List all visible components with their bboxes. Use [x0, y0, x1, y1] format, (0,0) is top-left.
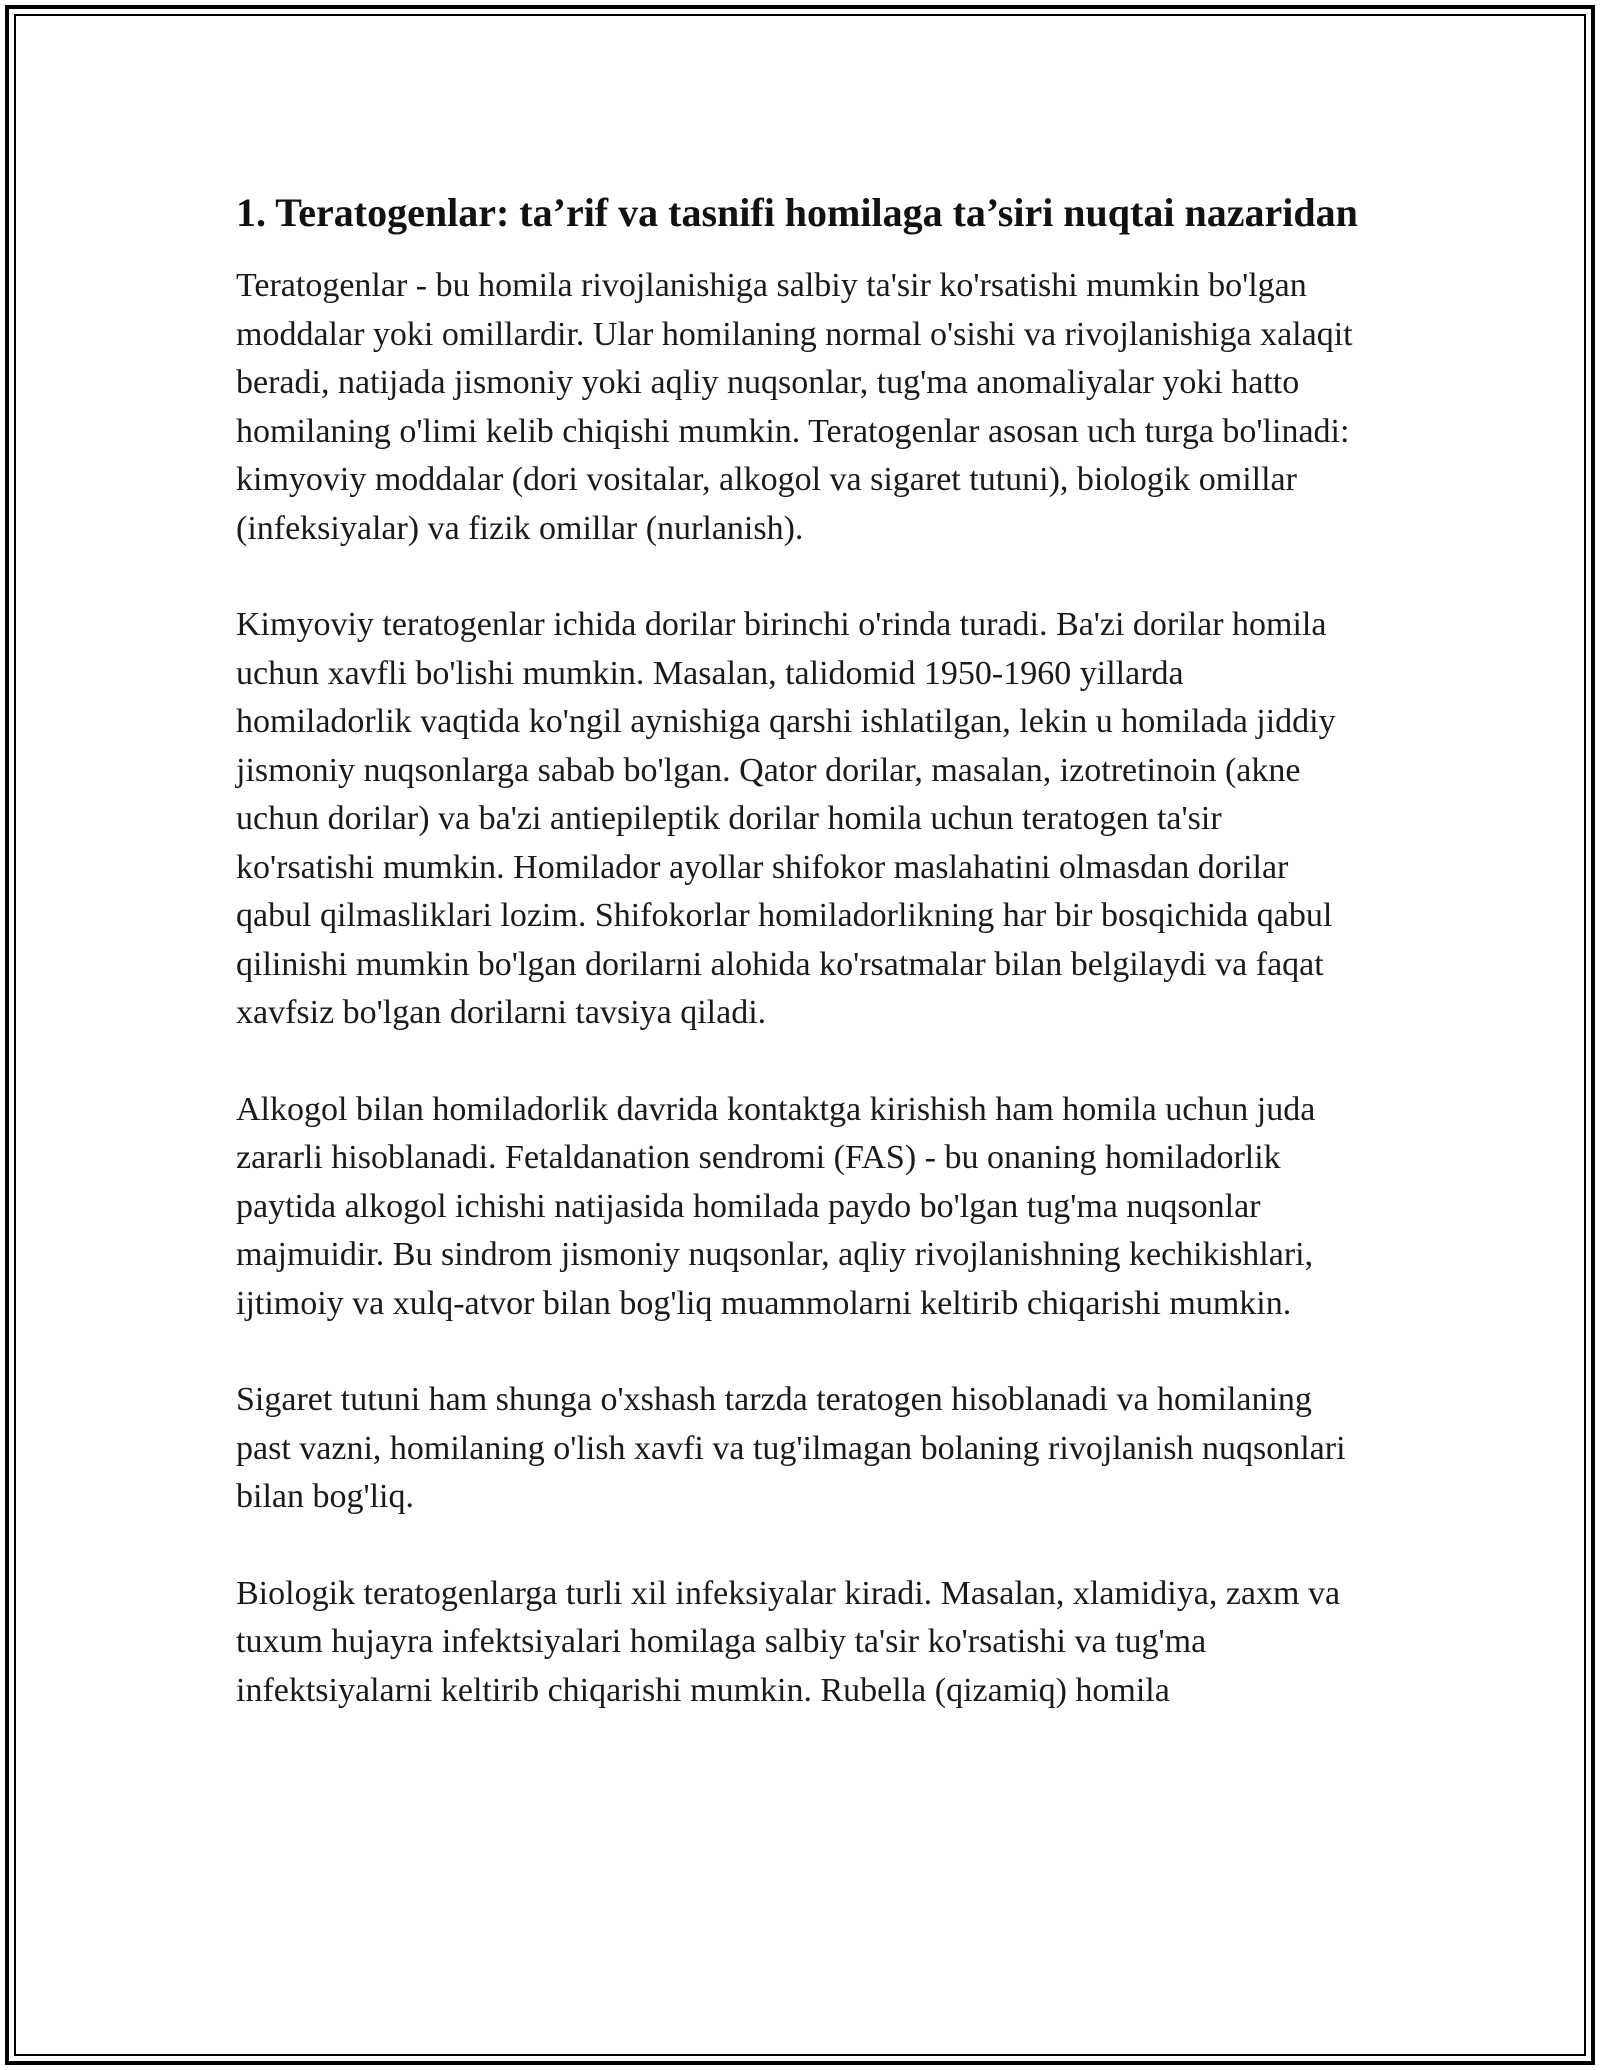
paragraph-biological-teratogens: Biologik teratogenlarga turli xil infeksiyalar kiradi. Masalan, xlamidiya, zaxm va tuxum hujayra infektsiyalari homilaga salbiy ta'sir ko'rsatishi va tug'ma infektsiyalarni keltirib chiqarishi mumkin. Rubella (qizamiq) homila: [236, 1574, 1341, 1709]
paragraph-chemical-teratogens: Kimyoviy teratogenlar ichida dorilar birinchi o'rinda turadi. Ba'zi dorilar homila uchun xavfli bo'lishi mumkin. Masalan, talidomid 1950-1960 yillarda homiladorlik vaqtida ko'ngil aynishiga qarshi ishlatilgan, lekin u homilada jiddiy jismoniy nuqsonlarga sabab bo'lgan. Qator dorilar, masalan, izotretinoin (akne uchun dorilar) va ba'zi antiepileptik dorilar homila uchun teratogen ta'sir ko'rsatishi mumkin. Homilador ayollar shifokor maslahatini olmasdan dorilar qabul qilmasliklari lozim. Shifokorlar homiladorlikning har bir bosqichida qabul qilinishi mumkin bo'lgan dorilarni alohida ko'rsatmalar bilan belgilaydi va faqat xavfsiz bo'lgan dorilarni tavsiya qiladi.: [236, 606, 1336, 1031]
paragraph-smoking: Sigaret tutuni ham shunga o'xshash tarzda teratogen hisoblanadi va homilaning past vazni, homilaning o'lish xavfi va tug'ilmagan bolaning rivojlanish nuqsonlari bilan bog'liq.: [236, 1381, 1346, 1515]
paragraph-definition: Teratogenlar - bu homila rivojlanishiga salbiy ta'sir ko'rsatishi mumkin bo'lgan moddalar yoki omillardir. Ular homilaning normal o'sishi va rivojlanishiga xalaqit beradi, natijada jismoniy yoki aqliy nuqsonlar, tug'ma anomaliyalar yoki hatto homilaning o'limi kelib chiqishi mumkin. Teratogenlar asosan uch turga bo'linadi: kimyoviy moddalar (dori vositalar, alkogol va sigaret tutuni), biologik omillar (infeksiyalar) va fizik omillar (nurlanish).: [236, 267, 1353, 547]
paragraph-alcohol: Alkogol bilan homiladorlik davrida kontaktga kirishish ham homila uchun juda zararli hisoblanadi. Fetaldanation sendromi (FAS) - bu onaning homiladorlik paytida alkogol ichishi natijasida homilada paydo bo'lgan tug'ma nuqsonlar majmuidir. Bu sindrom jismoniy nuqsonlar, aqliy rivojlanishning kechikishlari, ijtimoiy va xulq-atvor bilan bog'liq muammolarni keltirib chiqarishi mumkin.: [236, 1090, 1316, 1322]
section-heading: 1. Teratogenlar: ta’rif va tasnifi homilaga ta’siri nuqtai nazaridan: [236, 190, 1358, 235]
document-body: [236, 186, 1366, 1763]
